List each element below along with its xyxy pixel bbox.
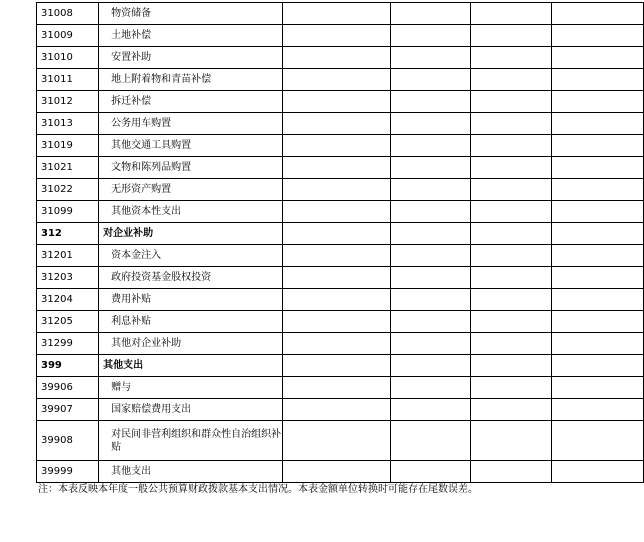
account-code-cell: 31012 xyxy=(37,91,99,113)
table-row xyxy=(37,135,644,157)
account-code-cell: 31010 xyxy=(37,47,99,69)
table-row xyxy=(37,25,644,47)
account-name-cell: 无形资产购置 xyxy=(99,179,283,201)
amount-cell xyxy=(282,91,390,113)
amount-cell xyxy=(552,223,644,245)
amount-cell xyxy=(282,289,390,311)
table-body xyxy=(37,3,644,483)
amount-cell xyxy=(470,3,552,25)
amount-cell xyxy=(390,421,470,461)
amount-cell xyxy=(552,267,644,289)
table-row xyxy=(37,311,644,333)
amount-cell xyxy=(390,333,470,355)
account-name-cell: 土地补偿 xyxy=(99,25,283,47)
account-code-cell: 31299 xyxy=(37,333,99,355)
amount-cell xyxy=(282,25,390,47)
amount-cell xyxy=(552,3,644,25)
amount-cell xyxy=(470,223,552,245)
amount-cell xyxy=(282,245,390,267)
amount-cell xyxy=(470,25,552,47)
amount-cell xyxy=(470,201,552,223)
amount-cell xyxy=(552,91,644,113)
table-row xyxy=(37,289,644,311)
amount-cell xyxy=(282,135,390,157)
amount-cell xyxy=(390,135,470,157)
account-code-cell: 31022 xyxy=(37,179,99,201)
amount-cell xyxy=(390,377,470,399)
amount-cell xyxy=(282,461,390,483)
amount-cell xyxy=(552,113,644,135)
amount-cell xyxy=(282,223,390,245)
amount-cell xyxy=(282,47,390,69)
account-name-cell: 地上附着物和青苗补偿 xyxy=(99,69,283,91)
amount-cell xyxy=(552,421,644,461)
amount-cell xyxy=(470,91,552,113)
amount-cell xyxy=(390,289,470,311)
amount-cell xyxy=(470,245,552,267)
account-name-cell: 对民间非营利组织和群众性自治组织补贴 xyxy=(99,421,283,461)
amount-cell xyxy=(282,399,390,421)
amount-cell xyxy=(552,157,644,179)
amount-cell xyxy=(390,223,470,245)
amount-cell xyxy=(552,333,644,355)
account-code-cell: 399 xyxy=(37,355,99,377)
table-row xyxy=(37,421,644,461)
account-name-cell: 政府投资基金股权投资 xyxy=(99,267,283,289)
account-code-cell: 39908 xyxy=(37,421,99,461)
amount-cell xyxy=(282,201,390,223)
account-name-cell: 费用补贴 xyxy=(99,289,283,311)
table-row xyxy=(37,267,644,289)
expenditure-table xyxy=(36,2,644,483)
amount-cell xyxy=(552,245,644,267)
table-row xyxy=(37,245,644,267)
amount-cell xyxy=(470,461,552,483)
amount-cell xyxy=(470,311,552,333)
account-code-cell: 39907 xyxy=(37,399,99,421)
table-row xyxy=(37,179,644,201)
amount-cell xyxy=(282,311,390,333)
table-row xyxy=(37,333,644,355)
amount-cell xyxy=(390,245,470,267)
amount-cell xyxy=(282,421,390,461)
amount-cell xyxy=(470,355,552,377)
amount-cell xyxy=(390,69,470,91)
amount-cell xyxy=(282,113,390,135)
amount-cell xyxy=(390,355,470,377)
account-code-cell: 31019 xyxy=(37,135,99,157)
account-name-cell: 利息补贴 xyxy=(99,311,283,333)
amount-cell xyxy=(282,179,390,201)
amount-cell xyxy=(470,267,552,289)
amount-cell xyxy=(552,289,644,311)
amount-cell xyxy=(470,135,552,157)
account-name-cell: 文物和陈列品购置 xyxy=(99,157,283,179)
account-name-cell: 拆迁补偿 xyxy=(99,91,283,113)
account-name-cell: 其他交通工具购置 xyxy=(99,135,283,157)
account-name-cell: 对企业补助 xyxy=(99,223,283,245)
amount-cell xyxy=(470,113,552,135)
amount-cell xyxy=(470,421,552,461)
amount-cell xyxy=(470,69,552,91)
amount-cell xyxy=(282,333,390,355)
amount-cell xyxy=(390,91,470,113)
table-row xyxy=(37,3,644,25)
table-row xyxy=(37,47,644,69)
account-code-cell: 31013 xyxy=(37,113,99,135)
amount-cell xyxy=(552,135,644,157)
account-name-cell: 赠与 xyxy=(99,377,283,399)
amount-cell xyxy=(390,311,470,333)
amount-cell xyxy=(552,311,644,333)
table-row xyxy=(37,113,644,135)
account-code-cell: 31099 xyxy=(37,201,99,223)
amount-cell xyxy=(282,267,390,289)
account-name-cell: 资本金注入 xyxy=(99,245,283,267)
amount-cell xyxy=(282,69,390,91)
amount-cell xyxy=(282,157,390,179)
amount-cell xyxy=(390,47,470,69)
amount-cell xyxy=(552,179,644,201)
account-name-cell: 其他对企业补助 xyxy=(99,333,283,355)
amount-cell xyxy=(390,179,470,201)
account-name-cell: 公务用车购置 xyxy=(99,113,283,135)
amount-cell xyxy=(470,289,552,311)
account-name-cell: 其他支出 xyxy=(99,461,283,483)
table-footnote: 注：本表反映本年度一般公共预算财政拨款基本支出情况。本表金额单位转换时可能存在尾数误差。 xyxy=(38,484,478,495)
amount-cell xyxy=(390,461,470,483)
amount-cell xyxy=(390,157,470,179)
amount-cell xyxy=(552,377,644,399)
table-row xyxy=(37,461,644,483)
account-name-cell: 国家赔偿费用支出 xyxy=(99,399,283,421)
amount-cell xyxy=(390,399,470,421)
amount-cell xyxy=(552,461,644,483)
amount-cell xyxy=(470,47,552,69)
amount-cell xyxy=(552,25,644,47)
amount-cell xyxy=(552,355,644,377)
table-row xyxy=(37,91,644,113)
account-name-cell: 安置补助 xyxy=(99,47,283,69)
amount-cell xyxy=(470,157,552,179)
expenditure-table-container xyxy=(36,2,644,483)
table-row xyxy=(37,223,644,245)
amount-cell xyxy=(552,399,644,421)
table-row xyxy=(37,355,644,377)
account-name-cell: 其他资本性支出 xyxy=(99,201,283,223)
amount-cell xyxy=(390,113,470,135)
table-row xyxy=(37,201,644,223)
amount-cell xyxy=(390,201,470,223)
account-code-cell: 31011 xyxy=(37,69,99,91)
table-row xyxy=(37,377,644,399)
amount-cell xyxy=(552,69,644,91)
amount-cell xyxy=(552,201,644,223)
account-name-cell: 其他支出 xyxy=(99,355,283,377)
account-code-cell: 31205 xyxy=(37,311,99,333)
amount-cell xyxy=(282,3,390,25)
account-code-cell: 31008 xyxy=(37,3,99,25)
amount-cell xyxy=(390,25,470,47)
amount-cell xyxy=(390,267,470,289)
amount-cell xyxy=(390,3,470,25)
amount-cell xyxy=(470,179,552,201)
amount-cell xyxy=(470,399,552,421)
table-row xyxy=(37,69,644,91)
amount-cell xyxy=(282,377,390,399)
account-name-cell: 物资储备 xyxy=(99,3,283,25)
account-code-cell: 312 xyxy=(37,223,99,245)
account-code-cell: 31204 xyxy=(37,289,99,311)
table-row xyxy=(37,399,644,421)
account-code-cell: 31203 xyxy=(37,267,99,289)
table-row xyxy=(37,157,644,179)
account-code-cell: 31009 xyxy=(37,25,99,47)
account-code-cell: 31021 xyxy=(37,157,99,179)
amount-cell xyxy=(470,377,552,399)
account-code-cell: 39999 xyxy=(37,461,99,483)
amount-cell xyxy=(470,333,552,355)
amount-cell xyxy=(282,355,390,377)
account-code-cell: 39906 xyxy=(37,377,99,399)
amount-cell xyxy=(552,47,644,69)
account-code-cell: 31201 xyxy=(37,245,99,267)
